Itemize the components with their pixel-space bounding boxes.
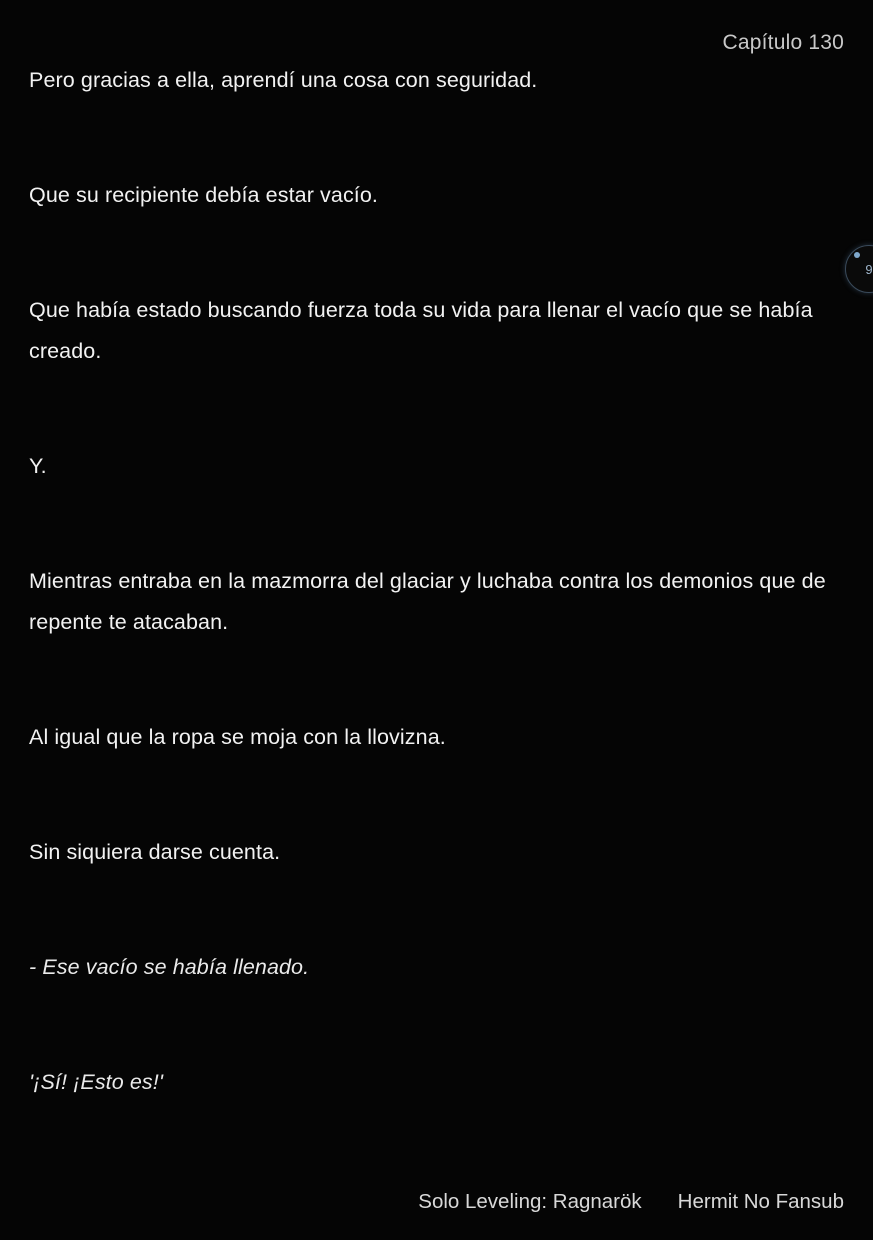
paragraph: Que su recipiente debía estar vacío.: [29, 183, 378, 207]
paragraph: Mientras entraba en la mazmorra del glaciar y luchaba contra los demonios que de repente te atacaban.: [29, 569, 826, 634]
paragraph: Sin siquiera darse cuenta.: [29, 840, 281, 864]
chapter-text-body: [29, 60, 844, 1177]
paragraph: Y.: [29, 454, 47, 478]
page-footer: [0, 1190, 844, 1214]
paragraph: '¡Sí! ¡Esto es!': [29, 1070, 164, 1094]
page-number-bubble[interactable]: [845, 245, 873, 293]
series-title: Solo Leveling: Ragnarök: [418, 1190, 642, 1213]
paragraph: - Ese vacío se había llenado.: [29, 955, 310, 979]
fansub-credit: Hermit No Fansub: [677, 1190, 844, 1213]
page-number-label: 9: [865, 261, 873, 277]
paragraph: Pero gracias a ella, aprendí una cosa con seguridad.: [29, 68, 538, 92]
paragraph: Que había estado buscando fuerza toda su vida para llenar el vacío que se había creado.: [29, 298, 813, 363]
paragraph: Al igual que la ropa se moja con la llovizna.: [29, 725, 446, 749]
bubble-indicator-dot: [854, 252, 860, 258]
chapter-label: Capítulo 130: [722, 31, 844, 54]
